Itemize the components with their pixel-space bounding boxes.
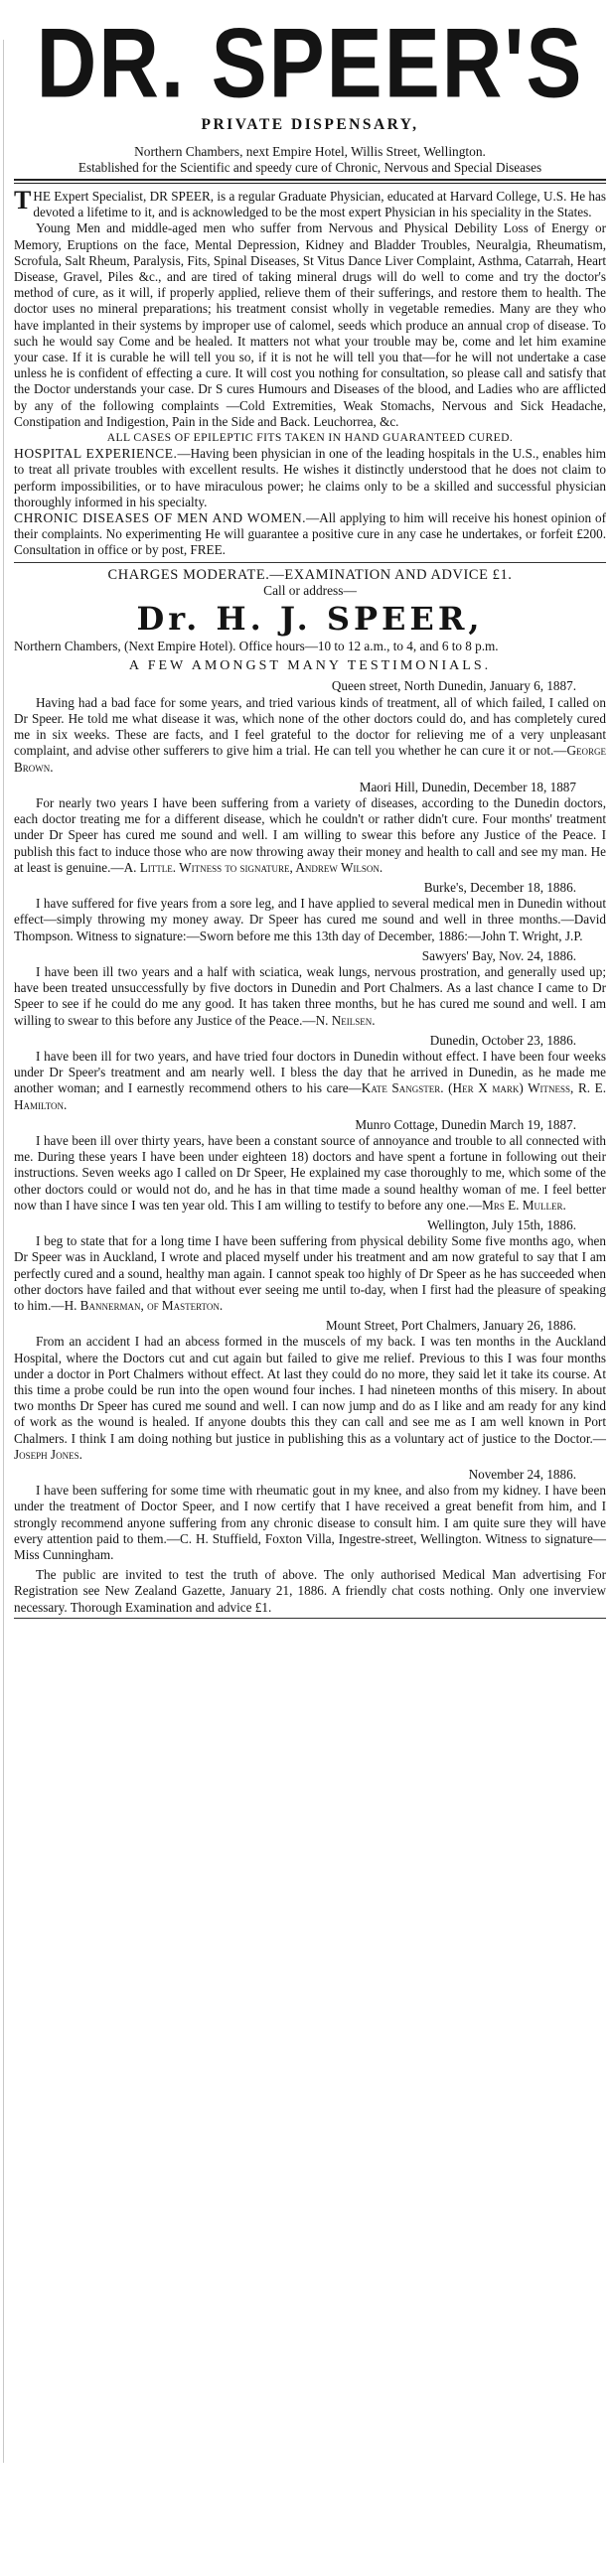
column-rule (3, 40, 4, 2463)
testimonial-place: Maori Hill, Dunedin, December 18, 1887 (359, 779, 576, 794)
testimonial-text (14, 1334, 606, 1463)
testimonial (14, 678, 606, 775)
testimonial (14, 1318, 606, 1463)
testimonial-body: I have suffered for five years from a sore leg, and I have applied to several medical men in Dunedin without effect—simply throwing my money away. Dr Speer has cured me sound and well in three months.—David Thompson. Witness to signature:—Sworn before me this 13th day of December, 1886:—John T. Wright, J.P. (14, 896, 606, 943)
testimonial-text (14, 695, 606, 776)
testimonial-body: I have been ill for two years, and have tried four doctors in Dunedin without effect. I have been four weeks under Dr Speer's treatment and am nearly well. I bless the day that he arrived in Dunedin, as he made me another woman; and I earnestly recommend others to his care— (14, 1048, 606, 1096)
testimonial-place: November 24, 1886. (468, 1467, 576, 1483)
closing-paragraph: The public are invited to test the truth of above. The only authorised Medical Man advertising For Registration see New Zealand Gazette, January 21, 1886. A friendly chat costs nothing. Only one inverview necessary. Thorough Examination and advice £1. (14, 1567, 606, 1615)
testimonial-signature: George Brown. (14, 743, 606, 775)
testimonial-body: From an accident I had an abcess formed in the muscels of my back. I was ten months in the Auckland Hospital, where the Doctors cut and cut again but failed to give me relief. Previous to this I was four months under a doctor in Port Chalmers without effect. At last they could do no more, they said let it take its course. At this time a probe could be run into the open wound four inches. I had nineteen months of this misery. In about two months Dr Speer has cured me sound and well. I can now jump and do as I like and am ready for any kind of work as the wound is healed. If anyone doubts this they can call and see me as I am well known in Port Chalmers. I think I am doing nothing but justice in publishing this as a voluntary act of justice to the Doctor.— (14, 1334, 606, 1446)
testimonial (14, 948, 606, 1029)
charges-rule (14, 562, 606, 563)
testimonial-signature: Kate Sangster. (Her X mark) Witness, R. E. Hamilton. (14, 1080, 606, 1112)
header-rule (14, 179, 606, 184)
testimonial-body: I have been suffering for some time with rheumatic gout in my knee, and also from my kidney. I have been under the treatment of Doctor Speer, and I now certify that I have received a great benefit from him, and I strongly recommend anyone suffering from any chronic disease to consult him. I am quite sure they will have every attention paid to them.—C. H. Stuffield, Foxton Villa, Ingestre-street, Wellington. Witness to signature—Miss Cunningham. (14, 1483, 606, 1563)
testimonial-place: Mount Street, Port Chalmers, January 26, 1886. (326, 1318, 576, 1334)
testimonial-place: Dunedin, October 23, 1886. (429, 1032, 576, 1048)
testimonial-signature: Mrs E. Muller. (482, 1197, 566, 1213)
testimonial-text (14, 1133, 606, 1214)
testimonial (14, 880, 606, 944)
testimonial (14, 1033, 606, 1113)
hospital-heading: HOSPITAL EXPERIENCE. (14, 446, 178, 462)
testimonial-body: I have been ill two years and a half with sciatica, weak lungs, nervous prostration, and generally used up; have been treated unsuccessfully by five doctors in Dunedin and Port Chalmers. As a last chance I came to Dr Speer to see if he could do me any good. It has taken three months, but he has cured me sound and well. I am willing to swear to this before any Justice of the Peace.— (14, 963, 606, 1028)
testimonial-place: Burke's, December 18, 1886. (423, 879, 576, 895)
testimonial (14, 1467, 606, 1563)
epileptic-note: ALL CASES OF EPILEPTIC FITS TAKEN IN HAND GUARANTEED CURED. (106, 431, 514, 445)
testimonial (14, 780, 606, 876)
call-or-address: Call or address— (263, 582, 357, 598)
testimonial-signature: A. Little. Witness to signature, Andrew Wilson. (123, 859, 383, 875)
testimonial-body: I beg to state that for a long time I have been suffering from physical debility Some five months ago, when Dr Speer was in Auckland, I wrote and placed myself under his treatment and am now grateful to say that I am perfectly cured and a sound, healthy man again. I cannot speak too highly of Dr Speer as he has succeeded when other doctors have failed and that without ever seeing me until to-day, when I first had the pleasure of speaking to him.— (14, 1233, 606, 1313)
testimonial-text (14, 964, 606, 1029)
advert-title: DR. SPEER'S (36, 7, 584, 118)
advert-subtitle: PRIVATE DISPENSARY, (201, 116, 419, 133)
advertisement (14, 0, 606, 1619)
testimonial-text (14, 896, 606, 944)
chronic-text: —All applying to him will receive his honest opinion of their complaints. No experimenting He will guarantee a positive cure in any case he undertakes, or forfeit £200. Consultation in office or by post, FREE. (14, 510, 606, 558)
testimonial-place: Munro Cottage, Dunedin March 19, 1887. (355, 1116, 576, 1132)
footer-rule (14, 1618, 606, 1619)
testimonial-text (14, 1049, 606, 1113)
chronic-heading: CHRONIC DISEASES OF MEN AND WOMEN. (14, 510, 307, 526)
testimonial (14, 1117, 606, 1214)
intro-paragraph: THE Expert Specialist, DR SPEER, is a regular Graduate Physician, educated at Harvard College, U.S. He has devoted a lifetime to it, and is acknowledged to be the most expert Physician in his speciality in the States. (14, 186, 606, 220)
testimonial-text (14, 795, 606, 876)
testimonial-place: Sawyers' Bay, Nov. 24, 1886. (421, 947, 576, 963)
advert-established: Established for the Scientific and speedy cure of Chronic, Nervous and Special Diseases (77, 160, 542, 175)
testimonial-signature: N. Neilsen. (315, 1012, 376, 1028)
doctor-name: Dr. H. J. SPEER, (136, 600, 484, 639)
hospital-text: —Having been physician in one of the leading hospitals in the U.S., enables him to treat all private troubles with excellent results. He wishes it distinctly understood that he does not claim to perform impossibilities, or to have miraculous power; he claims only to be a skilled and successful physician thoroughly informed in his specialty. (14, 446, 606, 509)
testimonial-text (14, 1483, 606, 1563)
symptoms-paragraph: Young Men and middle-aged men who suffer from Nervous and Physical Debility Loss of Energy or Memory, Eruptions on the face, Mental Depression, Kidney and Bladder Troubles, Neuralgia, Rheumatism, Scrofula, Salt Rheum, Paralysis, Fits, Spinal Diseases, St Vitus Dance Liver Complaint, Asthma, Catarrah, Heart Disease, Gravel, Piles &c., and are tired of taking mineral drugs will do well to come and try the doctor's method of cure, as it will, if properly applied, relieve them of their sufferings, and restore them to health. The doctor uses no mineral preparations; his treatment consist wholly in vegetable remedies. Many are they who have implanted in their systems by improper use of calomel, seeds which produce an annual crop of disease. To such he would say Come and be healed. It matters not what your trouble may be, come and let him examine your case. If it is curable he will tell you so, if it is not he will tell you that—for he will not undertake a case unless he is confident of effecting a cure. It will cost you nothing for consultation, so please call and satisfy that the Doctor understands your case. Dr S cures Humours and Diseases of the blood, and Ladies who are afflicted by any of the following complaints —Cold Extremities, Weak Stomachs, Nervous and Sick Headache, Constipation and Indigestion, Pain in the Side and Back. Leuchorrea, &c. (14, 220, 606, 429)
testimonial-body: I have been ill over thirty years, have been a constant source of annoyance and trouble to all connected with me. During these years I have been under eighteen 18) doctors and have spent a fortune in following out their instructions. Seven weeks ago I called on Dr Speer, He explained my case thoroughly to me, which some of the other doctors could or would not do, and he has in that time made a sound healthy woman of me. I feel better now than I have since I was ten year old. This I am willing to testify to before any one.— (14, 1132, 606, 1213)
charges-line: CHARGES MODERATE.—EXAMINATION AND ADVICE £1. (107, 566, 513, 583)
testimonial-place: Wellington, July 15th, 1886. (427, 1216, 576, 1232)
chronic-paragraph (14, 510, 606, 559)
testimonial-text (14, 1233, 606, 1314)
testimonial-body: Having had a bad face for some years, and tried various kinds of treatment, all of which failed, I called on Dr Speer. He told me what disease it was, which none of the other doctors could do, and has completely cured me in six weeks. These are facts, and I feel grateful to the doctor for relieving me of a very unpleasant complaint, and advise other sufferers to give him a trial. He can tell you whether he can cure it or not.— (14, 694, 606, 759)
advert-address: Northern Chambers, next Empire Hotel, Willis Street, Wellington. (134, 144, 486, 159)
hospital-paragraph (14, 446, 606, 510)
testimonial-signature: Joseph Jones. (14, 1446, 82, 1462)
testimonial-signature: H. Bannerman, of Masterton. (64, 1298, 224, 1313)
testimonials-title: A FEW AMONGST MANY TESTIMONIALS. (128, 658, 492, 674)
testimonial-place: Queen street, North Dunedin, January 6, 1887. (331, 678, 576, 694)
testimonial-body: For nearly two years I have been suffering from a variety of diseases, according to the Dunedin doctors, each doctor treating me for a different disease, which he couldn't or rather didn't cure. Four months' treatment under Dr Speer has cured me sound and well. I am willing to swear this before any Justice of the Peace. I publish this fact to induce those who are now throwing away their money and health to call and see my man. He at least is genuine.— (14, 794, 606, 875)
testimonial (14, 1217, 606, 1314)
office-hours: Northern Chambers, (Next Empire Hotel). Office hours—10 to 12 a.m., to 4, and 6 to 8 p.m. (14, 639, 499, 654)
